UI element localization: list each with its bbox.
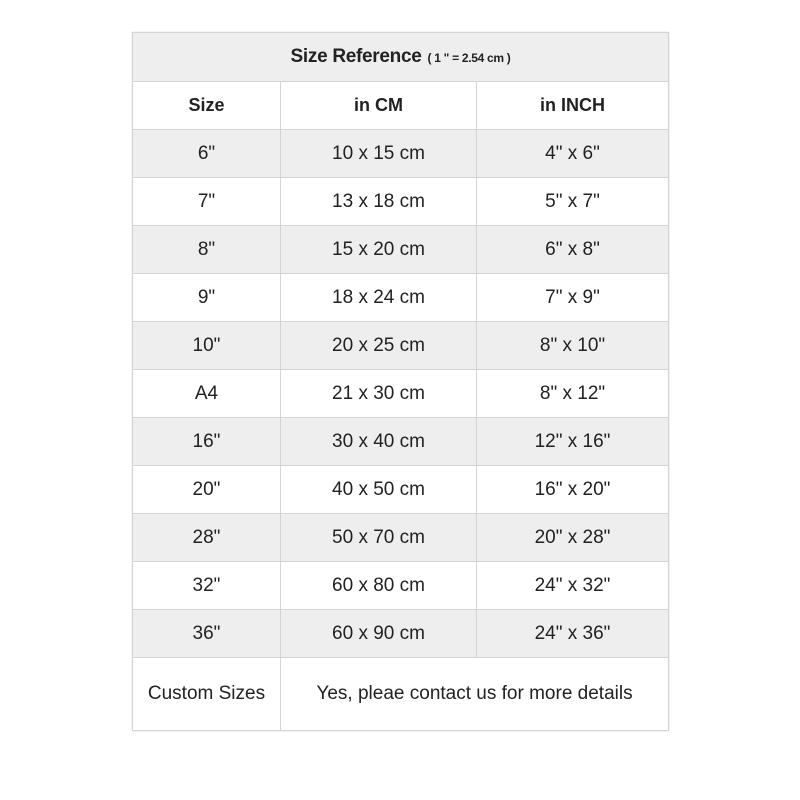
- table-row: [133, 514, 669, 562]
- size-reference-table: [132, 32, 669, 731]
- table-row: [133, 418, 669, 466]
- custom-sizes-text: Yes, pleae contact us for more details: [281, 658, 669, 731]
- cm-cell: 60 x 80 cm: [281, 562, 477, 610]
- table-row: [133, 322, 669, 370]
- table-row: [133, 562, 669, 610]
- size-cell: 20": [133, 466, 281, 514]
- table-row: [133, 274, 669, 322]
- inch-cell: 24" x 32": [477, 562, 669, 610]
- size-cell: 28": [133, 514, 281, 562]
- custom-sizes-row: [133, 658, 669, 731]
- inch-cell: 16" x 20": [477, 466, 669, 514]
- table-title: Size Reference: [290, 46, 422, 67]
- table-title-row: [133, 33, 669, 82]
- column-header-cm: in CM: [281, 82, 477, 130]
- table-row: [133, 130, 669, 178]
- table-row: [133, 466, 669, 514]
- table-row: [133, 610, 669, 658]
- cm-cell: 10 x 15 cm: [281, 130, 477, 178]
- size-cell: 32": [133, 562, 281, 610]
- inch-cell: 6" x 8": [477, 226, 669, 274]
- cm-cell: 21 x 30 cm: [281, 370, 477, 418]
- size-cell: 10": [133, 322, 281, 370]
- cm-cell: 30 x 40 cm: [281, 418, 477, 466]
- inch-cell: 8" x 12": [477, 370, 669, 418]
- cm-cell: 13 x 18 cm: [281, 178, 477, 226]
- cm-cell: 60 x 90 cm: [281, 610, 477, 658]
- inch-cell: 24" x 36": [477, 610, 669, 658]
- custom-sizes-label: Custom Sizes: [133, 658, 281, 731]
- cm-cell: 15 x 20 cm: [281, 226, 477, 274]
- table-title-cell: [133, 33, 669, 82]
- table-body: [133, 130, 669, 658]
- cm-cell: 18 x 24 cm: [281, 274, 477, 322]
- inch-cell: 20" x 28": [477, 514, 669, 562]
- inch-cell: 4" x 6": [477, 130, 669, 178]
- table-row: [133, 178, 669, 226]
- size-cell: A4: [133, 370, 281, 418]
- column-header-size: Size: [133, 82, 281, 130]
- table-row: [133, 370, 669, 418]
- cm-cell: 20 x 25 cm: [281, 322, 477, 370]
- table-title-note: ( 1 " = 2.54 cm ): [427, 51, 511, 65]
- cm-cell: 50 x 70 cm: [281, 514, 477, 562]
- size-cell: 16": [133, 418, 281, 466]
- table-row: [133, 226, 669, 274]
- cm-cell: 40 x 50 cm: [281, 466, 477, 514]
- size-cell: 9": [133, 274, 281, 322]
- inch-cell: 12" x 16": [477, 418, 669, 466]
- inch-cell: 5" x 7": [477, 178, 669, 226]
- size-cell: 7": [133, 178, 281, 226]
- table-header-row: [133, 82, 669, 130]
- size-cell: 8": [133, 226, 281, 274]
- size-cell: 6": [133, 130, 281, 178]
- inch-cell: 8" x 10": [477, 322, 669, 370]
- column-header-inch: in INCH: [477, 82, 669, 130]
- inch-cell: 7" x 9": [477, 274, 669, 322]
- size-cell: 36": [133, 610, 281, 658]
